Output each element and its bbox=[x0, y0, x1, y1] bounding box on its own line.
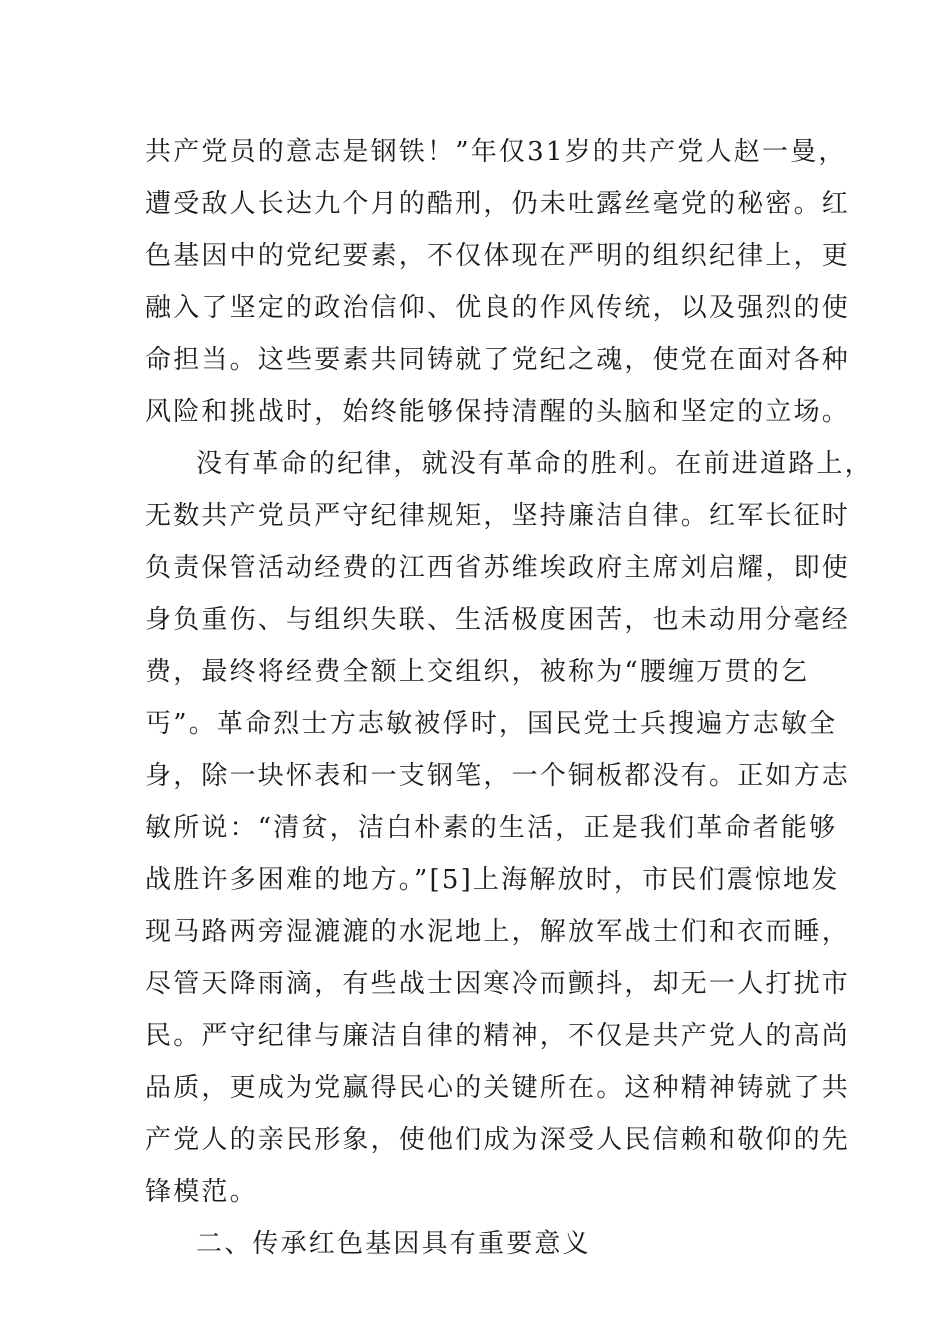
text-line: 民。严守纪律与廉洁自律的精神，不仅是共产党人的高尚 bbox=[145, 1021, 851, 1051]
text-line: 命担当。这些要素共同铸就了党纪之魂，使党在面对各种 bbox=[145, 345, 851, 375]
text-line: 身负重伤、与组织失联、生活极度困苦，也未动用分毫经 bbox=[145, 605, 851, 635]
text-line: 身，除一块怀表和一支钢笔，一个铜板都没有。正如方志 bbox=[145, 761, 851, 791]
text-line: 色基因中的党纪要素，不仅体现在严明的组织纪律上，更 bbox=[145, 241, 851, 271]
text-line: 费，最终将经费全额上交组织，被称为“腰缠万贯的乞 bbox=[145, 657, 810, 687]
text-line: 丐”。革命烈士方志敏被俘时，国民党士兵搜遍方志敏全 bbox=[145, 709, 838, 739]
text-line: 遭受敌人长达九个月的酷刑，仍未吐露丝毫党的秘密。红 bbox=[145, 189, 851, 219]
text-line: 负责保管活动经费的江西省苏维埃政府主席刘启耀，即使 bbox=[145, 553, 851, 583]
text-line: 现马路两旁湿漉漉的水泥地上，解放军战士们和衣而睡， bbox=[145, 917, 851, 947]
text-line: 没有革命的纪律，就没有革命的胜利。在前进道路上， bbox=[196, 449, 873, 479]
text-line: 品质，更成为党赢得民心的关键所在。这种精神铸就了共 bbox=[145, 1073, 851, 1103]
section-heading: 二、传承红色基因具有重要意义 bbox=[196, 1229, 591, 1259]
text-line: 战胜许多困难的地方。”[5]上海解放时，市民们震惊地发 bbox=[145, 865, 840, 895]
text-line: 风险和挑战时，始终能够保持清醒的头脑和坚定的立场。 bbox=[145, 397, 851, 427]
text-line: 尽管天降雨滴，有些战士因寒冷而颤抖，却无一人打扰市 bbox=[145, 969, 851, 999]
text-line: 共产党员的意志是钢铁！”年仅31岁的共产党人赵一曼， bbox=[145, 137, 847, 167]
text-line: 融入了坚定的政治信仰、优良的作风传统，以及强烈的使 bbox=[145, 293, 851, 323]
text-line: 产党人的亲民形象，使他们成为深受人民信赖和敬仰的先 bbox=[145, 1125, 851, 1155]
text-line: 敏所说：“清贫，洁白朴素的生活，正是我们革命者能够 bbox=[145, 813, 838, 843]
text-line: 无数共产党员严守纪律规矩，坚持廉洁自律。红军长征时 bbox=[145, 501, 851, 531]
text-line: 锋模范。 bbox=[145, 1177, 258, 1207]
